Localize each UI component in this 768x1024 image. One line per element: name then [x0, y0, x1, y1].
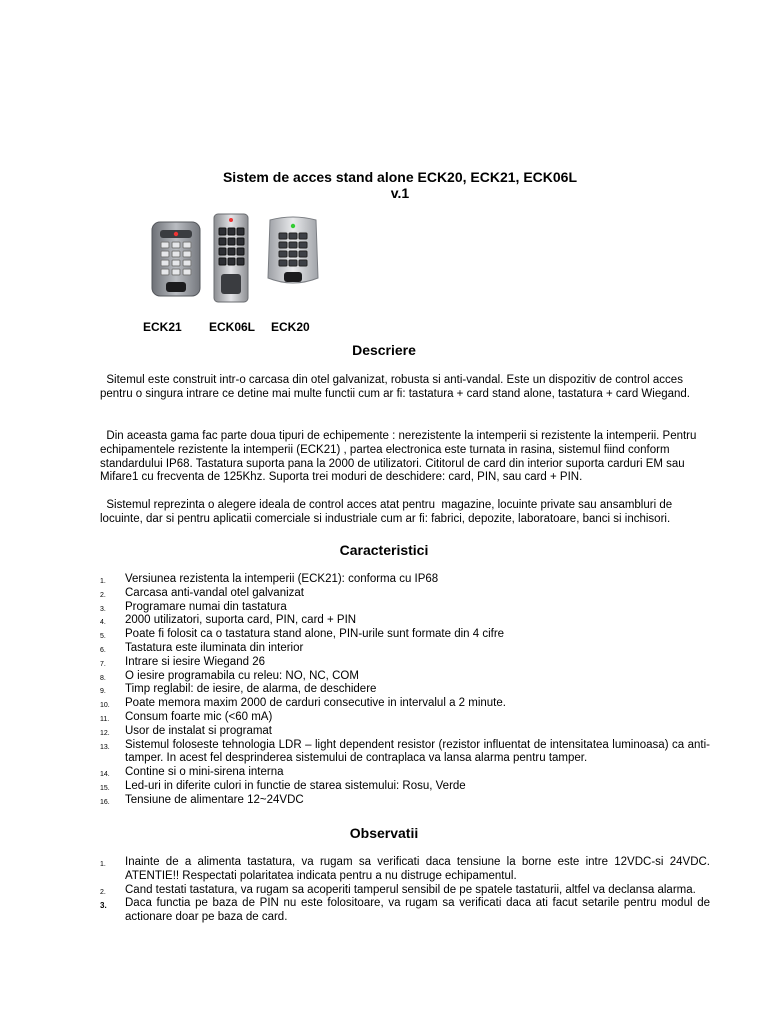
list-item: 9. Timp reglabil: de iesire, de alarma, de deschidere — [100, 683, 377, 696]
list-item: 6. Tastatura este iluminata din interior — [100, 641, 304, 654]
list-item: 4. 2000 utilizatori, suporta card, PIN, card + PIN — [100, 614, 357, 627]
document-title — [100, 169, 700, 201]
list-item: 15. Led-uri in diferite culori in functie de starea sistemului: Rosu, Verde — [100, 779, 466, 792]
notes-list — [100, 856, 710, 925]
title-line-1: Sistem de acces stand alone ECK20, ECK21, ECK06L — [222, 169, 578, 185]
list-item: 7. Intrare si iesire Wiegand 26 — [100, 655, 265, 668]
title-version: v.1 — [390, 185, 410, 201]
list-item: 10. Poate memora maxim 2000 de carduri consecutive in intervalul a 2 minute. — [100, 697, 506, 710]
list-item: 13. Sistemul foloseste tehnologia LDR – light dependent resistor (rezistor influentat de intensitatea luminoasa) ca anti-tamper. In acest fel desprinderea sistemului de contraplaca va lansa alarma pentru tamper. — [100, 738, 710, 765]
list-item: 1. Versiunea rezistenta la intemperii (ECK21): conforma cu IP68 — [100, 573, 439, 585]
list-item: 3. Programare numai din tastatura — [100, 600, 287, 613]
heading-caracteristici: Caracteristici — [339, 542, 429, 558]
list-item: 1. Inainte de a alimenta tastatura, va rugam sa verificati daca tensiune la borne este intre 12VDC-si 24VDC. ATENTIE!! Respectati polaritatea indicata pentru a nu distruge echipamentul. — [100, 856, 710, 882]
caption-eck20: ECK20 — [271, 320, 310, 334]
list-item: 2. Cand testati tastatura, va rugam sa acoperiti tamperul sensibil de pe spatele tastaturii, altfel va declansa alarma. — [100, 883, 696, 896]
paragraph-2: Din aceasta gama fac parte doua tipuri de echipemente : nerezistente la intemperii si rezistente la intemperii. Pentru echipamentele rezistente la intemperii (ECK21) , partea electronica este turnata in rasina, sistemul fiind conform standardului IP68. Tastatura suporta pana la 2000 de utilizatori. Cititorul de card din interior suporta carduri EM sau Mifare1 cu frecventa de 125Khz. Suporta trei moduri de deschidere: card, PIN, sau card + PIN. — [100, 430, 700, 484]
list-item: 8. O iesire programabila cu releu: NO, NC, COM — [100, 669, 359, 682]
caption-eck21: ECK21 — [143, 320, 182, 334]
features-list — [100, 573, 710, 808]
list-item: 2. Carcasa anti-vandal otel galvanizat — [100, 586, 304, 599]
keypad-device-eck21-icon — [150, 220, 202, 298]
list-item: 14. Contine si o mini-sirena interna — [100, 766, 284, 779]
list-item: 3. Daca functia pe baza de PIN nu este folositoare, va rugam sa verificati daca ati facut setarile pentru modul de actionare doar pe baza de card. — [100, 897, 710, 924]
keypad-device-eck20-icon — [264, 216, 322, 288]
heading-descriere: Descriere — [352, 342, 416, 358]
list-item: 11. Consum foarte mic (<60 mA) — [100, 710, 273, 723]
caption-eck06l: ECK06L — [209, 320, 256, 334]
list-item: 16. Tensiune de alimentare 12~24VDC — [100, 793, 304, 806]
list-item: 5. Poate fi folosit ca o tastatura stand alone, PIN-urile sunt formate din 4 cifre — [100, 628, 505, 641]
keypad-device-eck06l-icon — [212, 212, 250, 304]
paragraph-3: Sistemul reprezinta o alegere ideala de control acces atat pentru magazine, locuinte private sau ansambluri de locuinte, dar si pentru aplicatii comerciale si industriale cum ar fi: fabrici, depozite, laboratoare, banci si inchisori. — [100, 499, 676, 525]
paragraph-1: Sitemul este construit intr-o carcasa din otel galvanizat, robusta si anti-vandal. Este un dispozitiv de control acces pentru o singura intrare ce detine mai multe functii cum ar fi: tastatura + card stand alone, tastatura + card Wiegand. — [100, 374, 691, 400]
heading-observatii: Observatii — [349, 825, 419, 841]
product-images — [140, 208, 340, 308]
list-item: 12. Usor de instalat si programat — [100, 724, 273, 737]
image-captions — [0, 320, 768, 336]
